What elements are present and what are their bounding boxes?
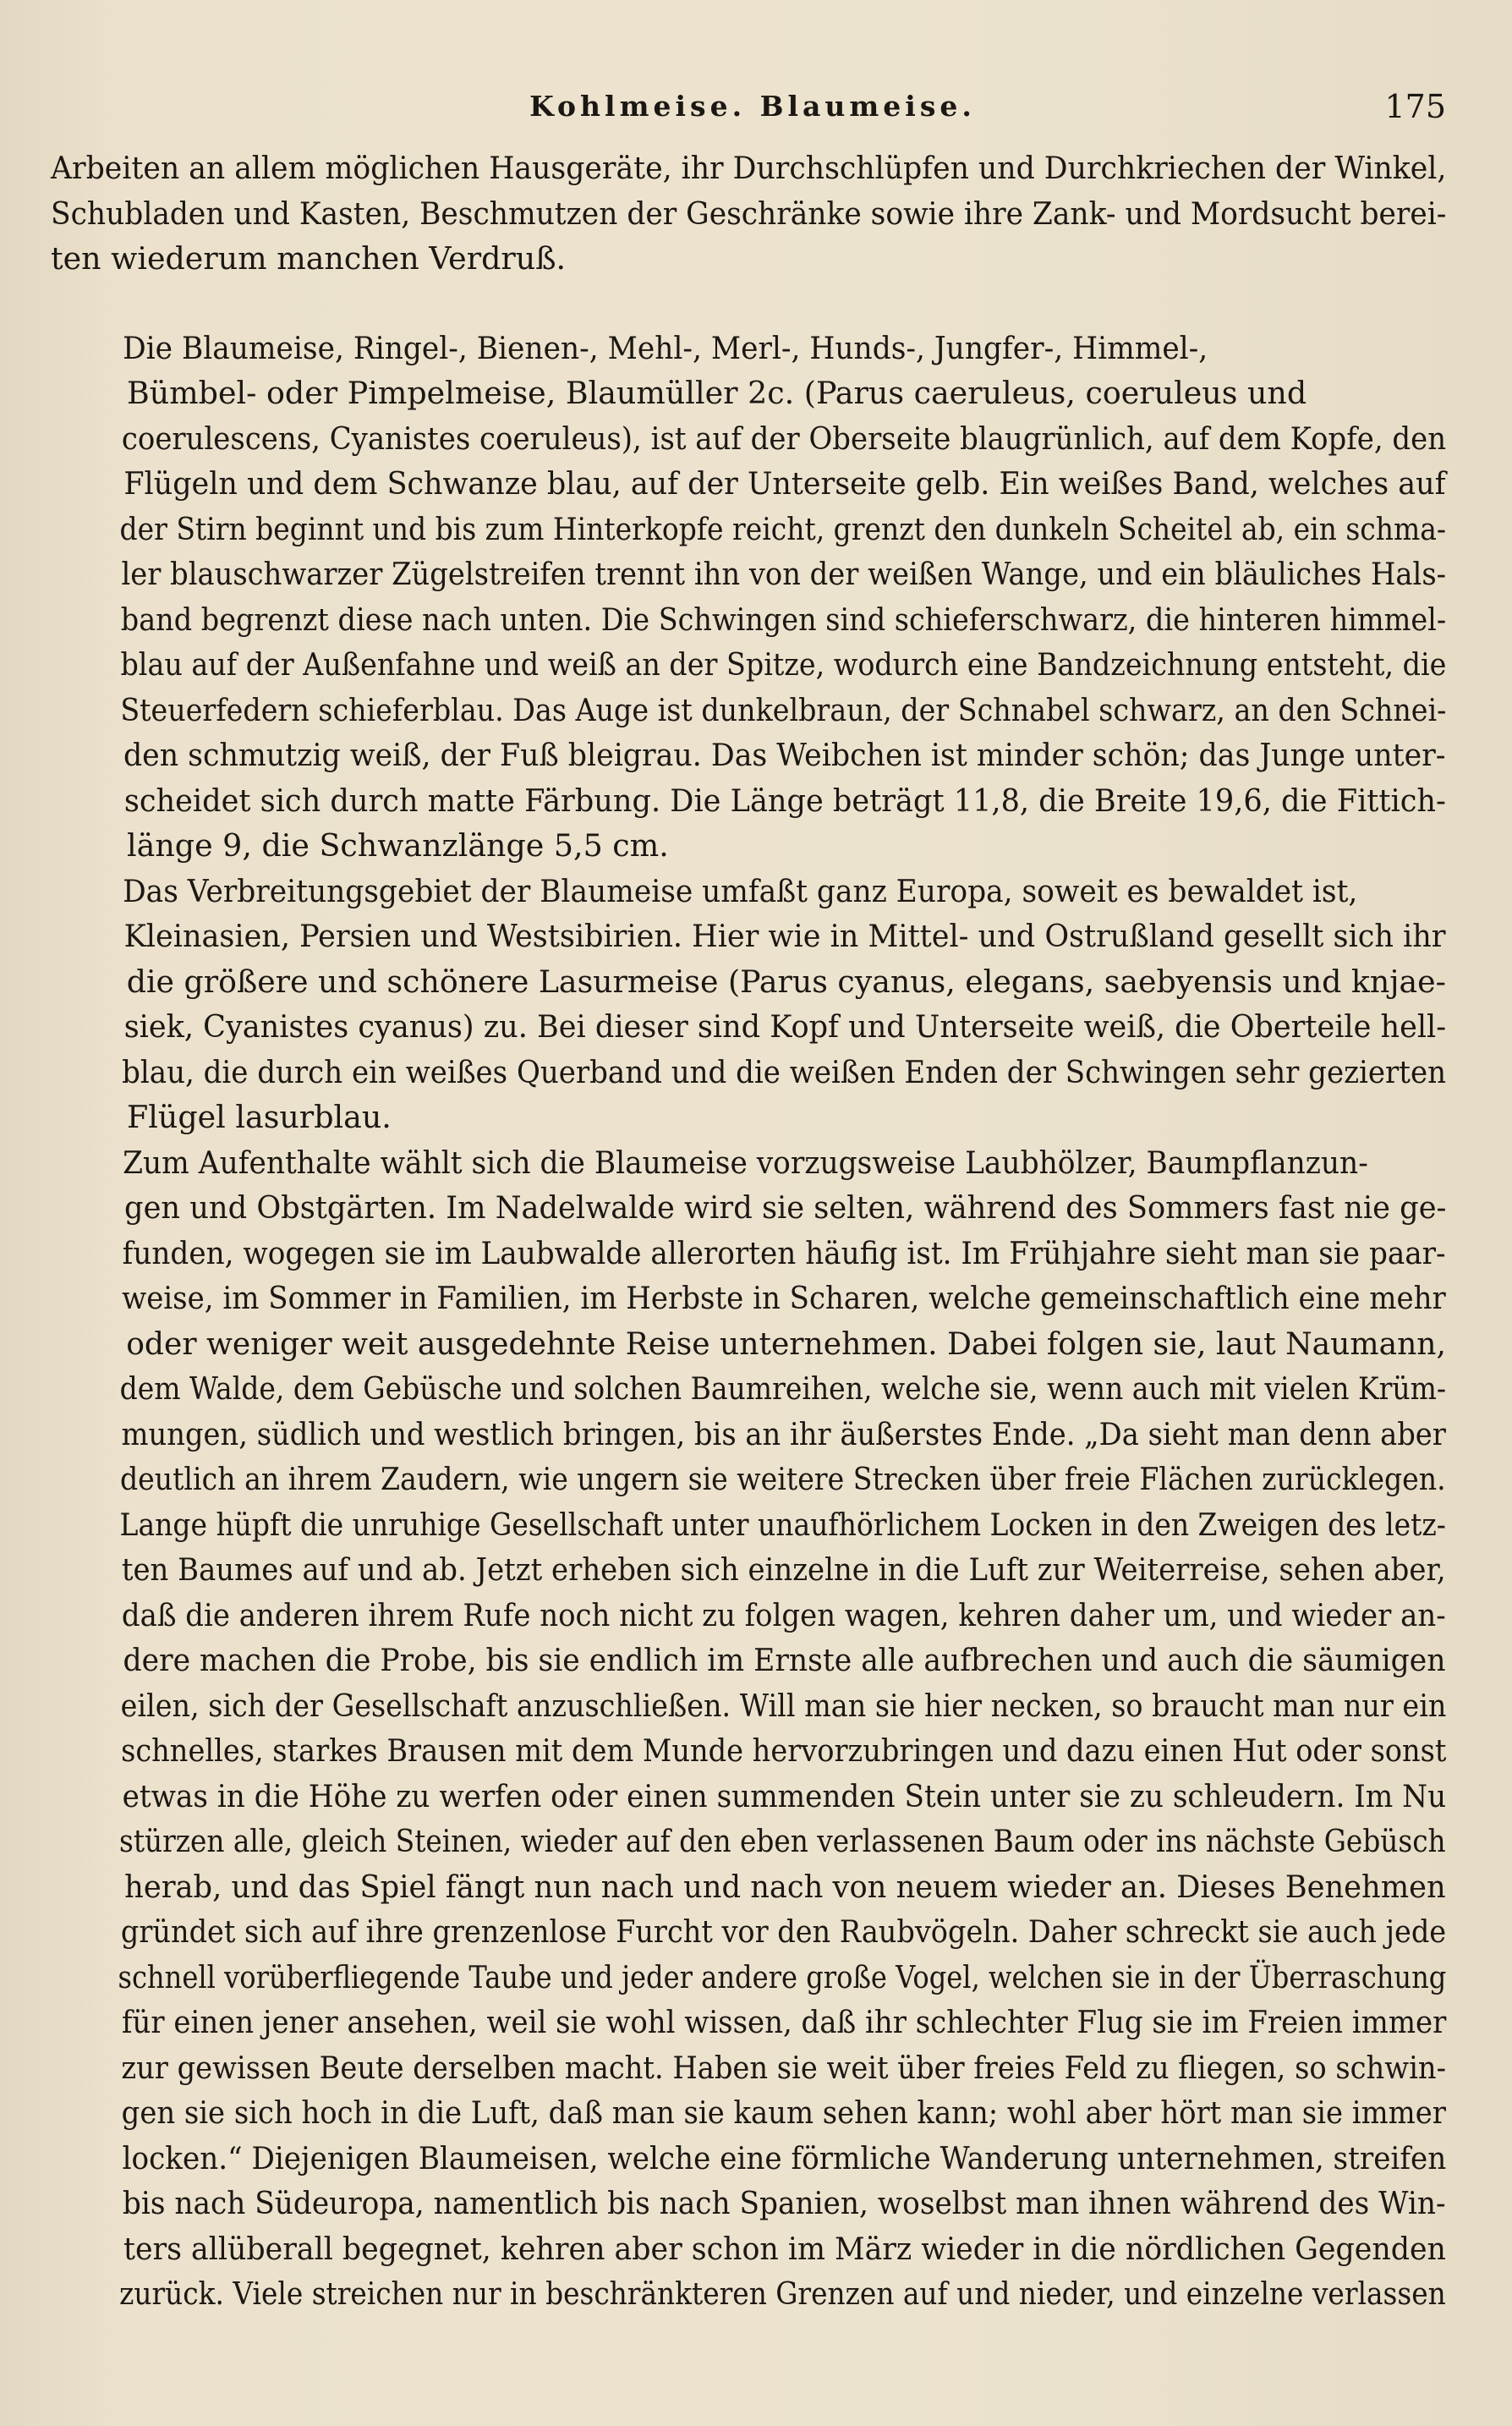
text-line: mungen, südlich und westlich bringen, bis an ihr äußerstes Ende. „Da sieht man denn aber xyxy=(121,1415,1446,1452)
running-head-title: Kohlmeise. Blaumeise. xyxy=(529,90,976,123)
text-line: Flügel lasurblau. xyxy=(127,1099,392,1135)
text-line: ters allüberall begegnet, kehren aber schon im März wieder in die nördlichen Gegenden xyxy=(123,2230,1446,2267)
text-line: siek, Cyanistes cyanus) zu. Bei dieser sind Kopf und Unterseite weiß, die Oberteile hell- xyxy=(123,1008,1447,1045)
text-line: blau auf der Außenfahne und weiß an der Spitze, wodurch eine Bandzeichnung entsteht, die xyxy=(120,646,1447,683)
text-line: ten Baumes auf und ab. Jetzt erheben sich einzelne in die Luft zur Weiterreise, sehen aber, xyxy=(121,1551,1446,1588)
text-line: locken.“ Diejenigen Blaumeisen, welche eine förmliche Wanderung unternehmen, streifen xyxy=(122,2139,1447,2176)
text-line: funden, wogegen sie im Laubwalde allerorten häufig ist. Im Frühjahre sieht man sie paar- xyxy=(122,1234,1446,1271)
paragraph xyxy=(51,145,1446,282)
text-line: dere machen die Probe, bis sie endlich im Ernste alle aufbrechen und auch die säumigen xyxy=(123,1642,1446,1678)
text-line: der Stirn beginnt und bis zum Hinterkopfe reicht, grenzt den dunkeln Scheitel ab, ein schma- xyxy=(119,510,1447,547)
text-line: eilen, sich der Gesellschaft anzuschließen. Will man sie hier necken, so braucht man nur ein xyxy=(120,1687,1447,1724)
text-line: Das Verbreitungsgebiet der Blaumeise umfaßt ganz Europa, soweit es bewaldet ist, xyxy=(123,872,1358,909)
text-line: Lange hüpft die unruhige Gesellschaft unter unaufhörlichem Locken in den Zweigen des letz- xyxy=(119,1506,1446,1543)
text-line: für einen jener ansehen, weil sie wohl wissen, daß ihr schlechter Flug sie im Freien immer xyxy=(121,2004,1447,2040)
text-line: Die Blaumeise, Ringel-, Bienen-, Mehl-, Merl-, Hunds-, Jungfer-, Himmel-, xyxy=(123,329,1208,366)
text-line: Kleinasien, Persien und Westsibirien. Hier wie in Mittel- und Ostrußland gesellt sich ihr xyxy=(123,918,1446,954)
text-line: zurück. Viele streichen nur in beschränkteren Grenzen auf und nieder, und einzelne verlassen xyxy=(119,2275,1446,2312)
text-line: schnelles, starkes Brausen mit dem Munde hervorzubringen und dazu einen Hut oder sonst xyxy=(121,1732,1447,1769)
text-line: dem Walde, dem Gebüsche und solchen Baumreihen, welche sie, wenn auch mit vielen Krüm- xyxy=(119,1370,1447,1407)
text-line: herab, und das Spiel fängt nun nach und nach von neuem wieder an. Dieses Benehmen xyxy=(124,1868,1446,1905)
body-text xyxy=(51,145,1446,2317)
text-line: Zum Aufenthalte wählt sich die Blaumeise vorzugsweise Laubhölzer, Baumpflanzun- xyxy=(123,1144,1368,1181)
text-line: etwas in die Höhe zu werfen oder einen summenden Stein unter sie zu schleudern. Im Nu xyxy=(122,1777,1447,1814)
text-line: blau, die durch ein weißes Querband und die weißen Enden der Schwingen sehr gezierten xyxy=(122,1053,1446,1090)
text-line: zur gewissen Beute derselben macht. Haben sie weit über freies Feld zu fliegen, so schwin- xyxy=(121,2049,1446,2086)
text-line: Schubladen und Kasten, Beschmutzen der Geschränke sowie ihre Zank- und Mordsucht berei- xyxy=(51,195,1447,232)
text-line: coerulescens, Cyanistes coeruleus), ist auf der Oberseite blaugrünlich, auf dem Kopfe, den xyxy=(121,420,1447,457)
text-line: daß die anderen ihrem Rufe noch nicht zu folgen wagen, kehren daher um, und wieder an- xyxy=(121,1596,1446,1633)
text-line: deutlich an ihrem Zaudern, wie ungern sie weitere Strecken über freie Flächen zurücklegen. xyxy=(119,1461,1446,1497)
paragraph xyxy=(51,1140,1446,2317)
text-line: stürzen alle, gleich Steinen, wieder auf den eben verlassenen Baum oder ins nächste Gebüsch xyxy=(119,1823,1446,1859)
text-line: gründet sich auf ihre grenzenlose Furcht vor den Raubvögeln. Daher schreckt sie auch jede xyxy=(120,1913,1447,1950)
text-line: Arbeiten an allem möglichen Hausgeräte, ihr Durchschlüpfen und Durchkriechen der Winkel, xyxy=(51,150,1447,186)
text-line: gen sie sich hoch in die Luft, daß man sie kaum sehen kann; wohl aber hört man sie immer xyxy=(121,2094,1446,2131)
text-line: Bümbel- oder Pimpelmeise, Blaumüller 2c. (Parus caeruleus, coeruleus und xyxy=(127,375,1307,411)
text-line: weise, im Sommer in Familien, im Herbste in Scharen, welche gemeinschaftlich eine mehr xyxy=(122,1280,1446,1316)
running-head xyxy=(59,81,1446,132)
text-line: gen und Obstgärten. Im Nadelwalde wird sie selten, während des Sommers fast nie ge- xyxy=(124,1189,1447,1226)
paragraph xyxy=(51,326,1446,869)
text-line: länge 9, die Schwanzlänge 5,5 cm. xyxy=(127,827,669,864)
text-line: band begrenzt diese nach unten. Die Schwingen sind schieferschwarz, die hinteren himmel- xyxy=(120,601,1447,638)
text-line: oder weniger weit ausgedehnte Reise unternehmen. Dabei folgen sie, laut Naumann, xyxy=(126,1325,1446,1362)
page-number: 175 xyxy=(1384,88,1446,125)
paragraph xyxy=(51,869,1446,1140)
text-line: scheidet sich durch matte Färbung. Die Länge beträgt 11,8, die Breite 19,6, die Fittich- xyxy=(123,782,1446,819)
text-line: die größere und schönere Lasurmeise (Parus cyanus, elegans, saebyensis und knjae- xyxy=(126,963,1446,1000)
text-line: bis nach Südeuropa, namentlich bis nach Spanien, woselbst man ihnen während des Win- xyxy=(122,2185,1446,2221)
text-line: schnell vorüberfliegende Taube und jeder andere große Vogel, welchen sie in der Überraschung xyxy=(118,1958,1447,1995)
text-line: den schmutzig weiß, der Fuß bleigrau. Das Weibchen ist minder schön; das Junge unter- xyxy=(123,737,1446,773)
text-line: ler blauschwarzer Zügelstreifen trennt ihn von der weißen Wange, und ein bläuliches Hals- xyxy=(121,556,1447,592)
text-line: ten wiederum manchen Verdruß. xyxy=(51,240,567,277)
text-line: Steuerfedern schieferblau. Das Auge ist dunkelbraun, der Schnabel schwarz, an den Schnei- xyxy=(120,691,1447,728)
text-line: Flügeln und dem Schwanze blau, auf der Unterseite gelb. Ein weißes Band, welches auf xyxy=(123,465,1446,502)
